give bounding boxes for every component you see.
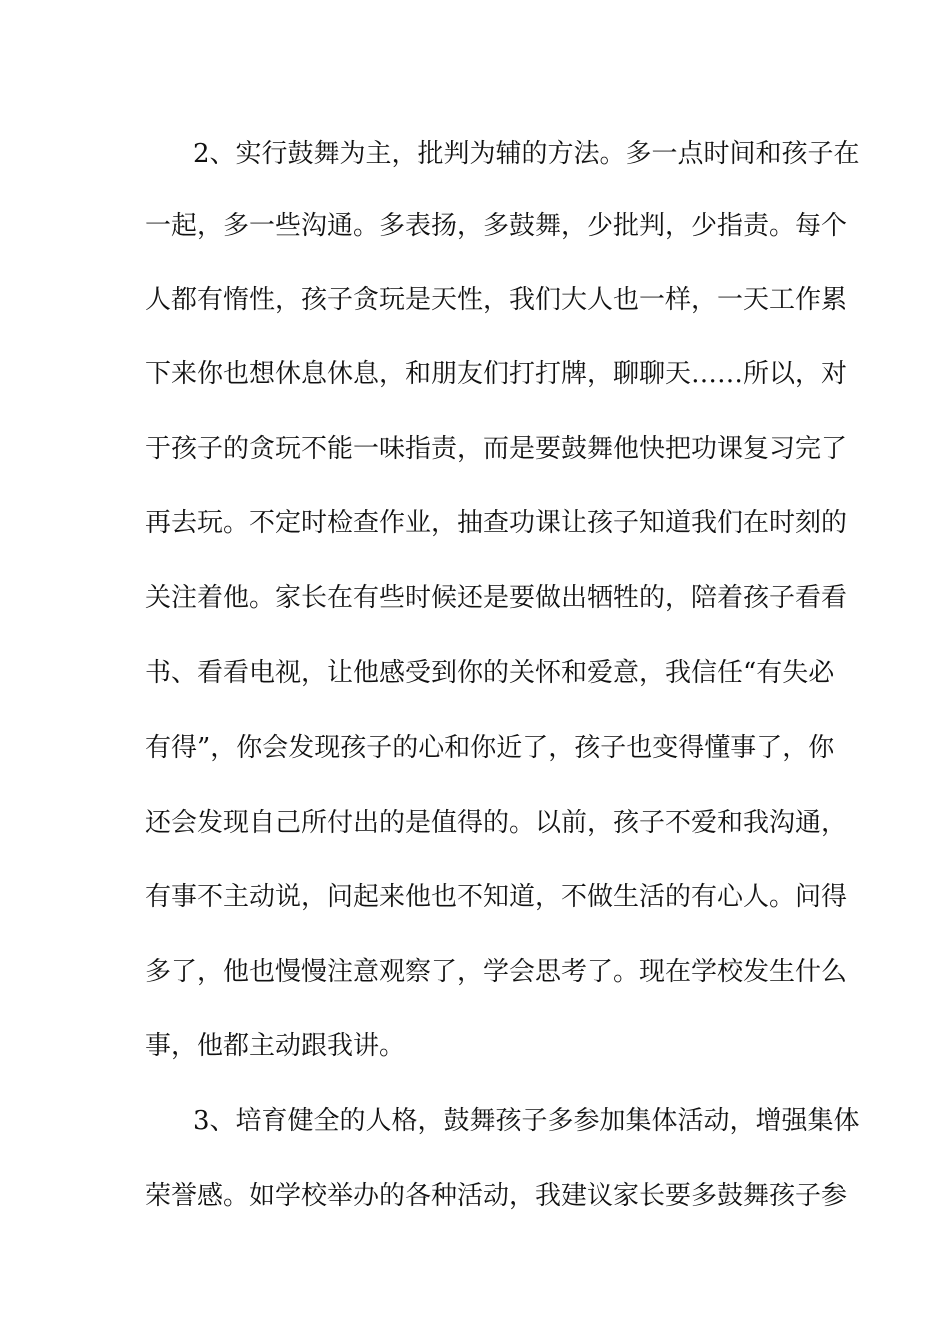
paragraph-2-line-1: 2、实行鼓舞为主，批判为辅的方法。多一点时间和孩子在	[193, 139, 860, 169]
paragraph-3-line-1: 3、培育健全的人格，鼓舞孩子多参加集体活动，增强集体	[193, 1106, 860, 1136]
paragraph-2-line-2: 一起，多一些沟通。多表扬，多鼓舞，少批判，少指责。每个	[145, 211, 848, 241]
paragraph-2-line-6: 再去玩。不定时检查作业，抽查功课让孩子知道我们在时刻的	[145, 508, 848, 538]
paragraph-3-line-2: 荣誉感。如学校举办的各种活动，我建议家长要多鼓舞孩子参	[145, 1181, 848, 1211]
paragraph-2-line-7: 关注着他。家长在有些时候还是要做出牺牲的，陪着孩子看看	[145, 583, 848, 613]
paragraph-2-line-9: 有得”，你会发现孩子的心和你近了，孩子也变得懂事了，你	[145, 733, 835, 763]
paragraph-2-line-13: 事，他都主动跟我讲。	[145, 1031, 406, 1061]
paragraph-2-line-5: 于孩子的贪玩不能一味指责，而是要鼓舞他快把功课复习完了	[145, 434, 848, 464]
paragraph-2-line-4: 下来你也想休息休息，和朋友们打打牌，聊聊天……所以，对	[145, 359, 848, 389]
paragraph-2-line-3: 人都有惰性，孩子贪玩是天性，我们大人也一样，一天工作累	[145, 285, 848, 315]
paragraph-2-line-11: 有事不主动说，问起来他也不知道，不做生活的有心人。问得	[145, 882, 848, 912]
paragraph-2-line-12: 多了，他也慢慢注意观察了，学会思考了。现在学校发生什么	[145, 957, 848, 987]
paragraph-2-line-10: 还会发现自己所付出的是值得的。以前，孩子不爱和我沟通，	[145, 808, 848, 838]
paragraph-2-line-8: 书、看看电视，让他感受到你的关怀和爱意，我信任“有失必	[145, 658, 835, 688]
